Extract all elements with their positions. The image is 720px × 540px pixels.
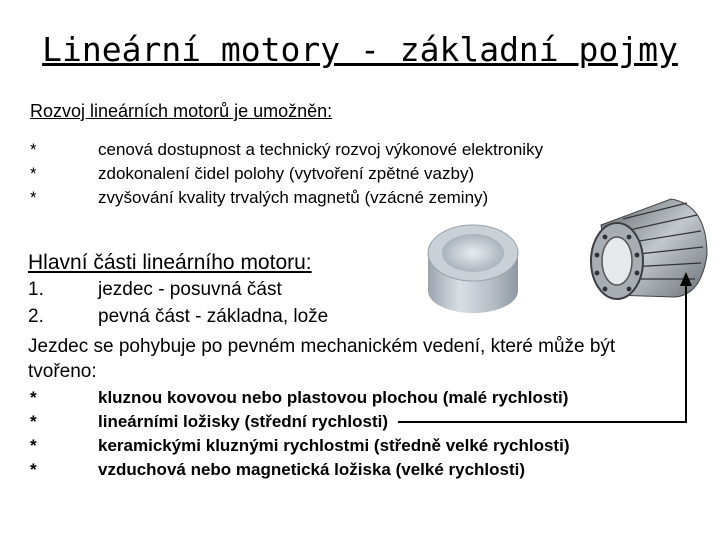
numbered-item-text: jezdec - posuvná část bbox=[98, 279, 282, 300]
slide-title: Lineární motory - základní pojmy bbox=[42, 30, 678, 69]
list-item-text: vzduchová nebo magnetická ložiska (velké rychlosti) bbox=[98, 460, 526, 479]
numbered-item-text: pevná část - základna, lože bbox=[98, 306, 329, 327]
list-item-text: zdokonalení čidel polohy (vytvoření zpětné vazby) bbox=[98, 164, 475, 183]
bullet: * bbox=[30, 140, 37, 159]
list-item-text: lineárními ložisky (střední rychlosti) bbox=[98, 412, 389, 431]
bullet: * bbox=[30, 164, 37, 183]
paragraph: Jezdec se pohybuje po pevném mechanickém vedení, které může být tvořeno: bbox=[28, 336, 616, 382]
list-item-text: cenová dostupnost a technický rozvoj výkonové elektroniky bbox=[98, 140, 544, 159]
list-item-text: keramickými kluznými rychlostmi (středně velké rychlosti) bbox=[98, 436, 570, 455]
numbered-item-number: 1. bbox=[28, 279, 44, 300]
bullet: * bbox=[30, 436, 37, 455]
bullet: * bbox=[30, 188, 37, 207]
bullet: * bbox=[30, 460, 37, 479]
bullet: * bbox=[30, 412, 37, 431]
section2-heading: Hlavní části lineárního motoru: bbox=[28, 251, 312, 274]
section1-heading: Rozvoj lineárních motorů je umožněn: bbox=[30, 101, 333, 121]
bullet: * bbox=[30, 388, 37, 407]
list-item-text: kluznou kovovou nebo plastovou plochou (malé rychlosti) bbox=[98, 388, 569, 407]
numbered-item-number: 2. bbox=[28, 306, 44, 327]
list-item-text: zvyšování kvality trvalých magnetů (vzácné zeminy) bbox=[98, 188, 489, 207]
